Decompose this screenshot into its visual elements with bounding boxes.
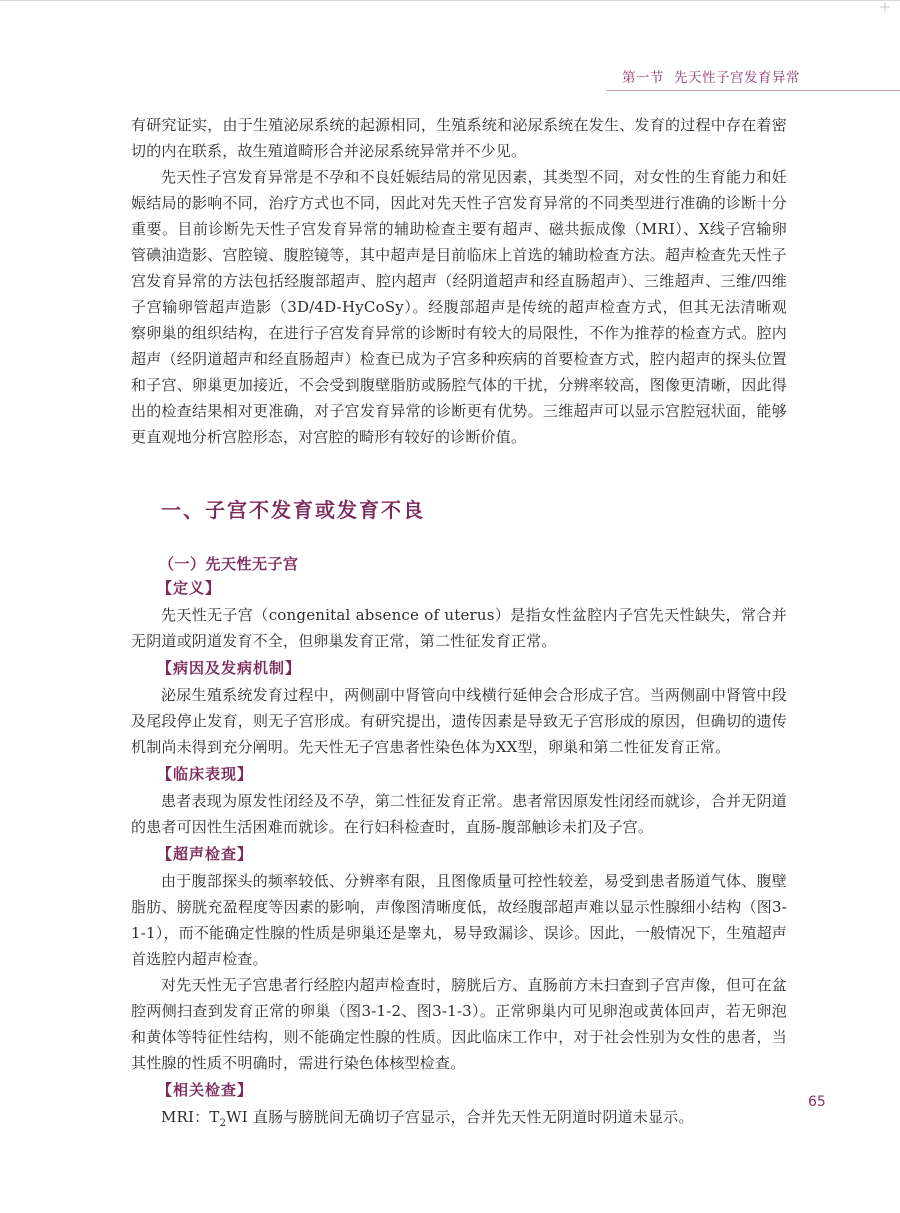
- clinical-label: 【临床表现】: [157, 765, 254, 783]
- related-text: [131, 1104, 787, 1137]
- header-section-title: 先天性子宫发育异常: [674, 70, 800, 86]
- related-label: 【相关检查】: [157, 1081, 254, 1099]
- top-edge-rule: [0, 0, 900, 1]
- definition-label: 【定义】: [157, 579, 222, 597]
- definition-text: 先天性无子宫（congenital absence of uterus）是指女性盆腔内子宫先天性缺失，常合并无阴道或阴道发育不全，但卵巢发育正常，第二性征发育正常。: [131, 606, 787, 650]
- ultrasound-text-1: 由于腹部探头的频率较低、分辨率有限，且图像质量可控性较差，易受到患者肠道气体、腹壁脂肪、膀胱充盈程度等因素的影响，声像图清晰度低，故经腹部超声难以显示性腺细小结构（图3-1-1），而不能确定性腺的性质是卵巢还是睾丸，易导致漏诊、误诊。因此，一般情况下，生殖超声首选腔内超声检查。: [131, 872, 787, 968]
- paragraph-continuation: 有研究证实，由于生殖泌尿系统的起源相同，生殖系统和泌尿系统在发生、发育的过程中存在着密切的内在联系，故生殖道畸形合并泌尿系统异常并不少见。: [131, 116, 787, 160]
- related-suffix: WI 直肠与膀胱间无确切子宫显示，合并先天性无阴道时阴道未显示。: [226, 1108, 694, 1126]
- ultrasound-text-2: 对先天性无子宫患者行经腔内超声检查时，膀胱后方、直肠前方未扫查到子宫声像，但可在盆腔两侧扫查到发育正常的卵巢（图3-1-2、图3-1-3）。正常卵巢内可见卵泡或黄体回声，若无卵泡和黄体等特征性结构，则不能确定性腺的性质。因此临床工作中，对于社会性别为女性的患者，当其性腺的性质不明确时，需进行染色体核型检查。: [131, 976, 787, 1072]
- page-number: 65: [808, 1094, 826, 1110]
- section-heading: 一、子宫不发育或发育不良: [161, 498, 425, 522]
- ultrasound-label: 【超声检查】: [157, 845, 254, 863]
- crop-mark-icon: [880, 2, 890, 12]
- header-rule: [606, 90, 900, 91]
- header-section-number: 第一节: [622, 70, 664, 86]
- related-prefix: MRI：T: [161, 1108, 220, 1126]
- paragraph-intro: 先天性子宫发育异常是不孕和不良妊娠结局的常见因素，其类型不同，对女性的生育能力和妊娠结局的影响不同，治疗方式也不同，因此对先天性子宫发育异常的不同类型进行准确的诊断十分重要。目前诊断先天性子宫发育异常的辅助检查主要有超声、磁共振成像（MRI）、X线子宫输卵管碘油造影、宫腔镜、腹腔镜等，其中超声是目前临床上首选的辅助检查方法。超声检查先天性子宫发育异常的方法包括经腹部超声、腔内超声（经阴道超声和经直肠超声）、三维超声、三维/四维子宫输卵管超声造影（3D/4D-HyCoSy）。经腹部超声是传统的超声检查方式，但其无法清晰观察卵巢的组织结构，在进行子宫发育异常的诊断时有较大的局限性，不作为推荐的检查方式。腔内超声（经阴道超声和经直肠超声）检查已成为子宫多种疾病的首要检查方式，腔内超声的探头位置和子宫、卵巢更加接近，不会受到腹壁脂肪或肠腔气体的干扰，分辨率较高，图像更清晰，因此得出的检查结果相对更准确，对子宫发育异常的诊断更有优势。三维超声可以显示宫腔冠状面，能够更直观地分析宫腔形态，对宫腔的畸形有较好的诊断价值。: [131, 168, 787, 446]
- clinical-text: 患者表现为原发性闭经及不孕，第二性征发育正常。患者常因原发性闭经而就诊，合并无阴道的患者可因性生活困难而就诊。在行妇科检查时，直肠-腹部触诊未扪及子宫。: [131, 792, 787, 836]
- etiology-text: 泌尿生殖系统发育过程中，两侧副中肾管向中线横行延伸会合形成子宫。当两侧副中肾管中段及尾段停止发育，则无子宫形成。有研究提出，遗传因素是导致无子宫形成的原因，但确切的遗传机制尚未得到充分阐明。先天性无子宫患者性染色体为XX型，卵巢和第二性征发育正常。: [131, 686, 787, 756]
- etiology-label: 【病因及发病机制】: [157, 659, 302, 677]
- subsection-heading: （一）先天性无子宫: [159, 555, 299, 573]
- page-body: [131, 112, 787, 1137]
- running-header: [0, 66, 800, 86]
- related-subscript: 2: [219, 1118, 227, 1129]
